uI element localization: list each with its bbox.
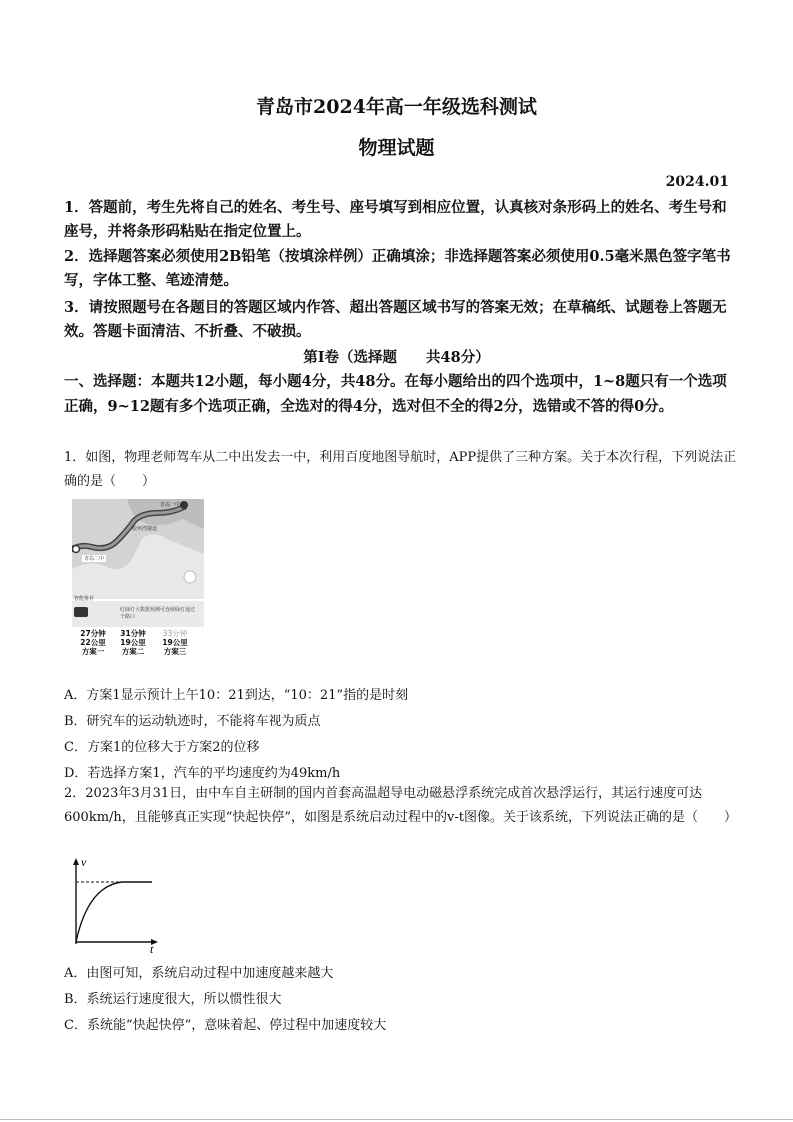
section-title: 第I卷（选择题 共48分） [303,349,490,366]
exam-title: 青岛市2024年高一年级选科测试 [256,96,537,118]
notice-2: 2．选择题答案必须使用2B铅笔（按填涂样例）正确填涂；非选择题答案必须使用0.5毫米黑色签字笔书写，字体工整、笔迹清楚。 [64,248,731,289]
question-2-option-a: A．由图可知，系统启动过程中加速度越来越大 [64,966,334,981]
map-status-text: 智能推荐 [74,596,95,602]
map-image [72,499,204,599]
route-plan-time: 27分钟 [80,629,106,638]
map-route-svg [72,499,204,599]
map-hint-sub: 个路口 [120,614,136,620]
question-1-stem: 1．如图，物理老师驾车从二中出发去一中，利用百度地图导航时，APP提供了三种方案。关于本次行程，下列说法正确的是（ ） [64,450,737,489]
v-axis-arrow-icon [73,858,79,865]
route-plan-time: 33分钟 [162,629,188,638]
question-1-option-d: D．若选择方案1，汽车的平均速度约为49km/h [64,766,341,781]
route-plan-3 [154,629,196,656]
route-plan-2 [112,629,154,656]
notice-1: 1．答题前，考生先将自己的姓名、考生号、座号填写到相应位置，认真核对条形码上的姓名、考生号和座号，并将条形码粘贴在指定位置上。 [64,199,727,240]
question-2-option-c: C．系统能“快起快停”，意味着起、停过程中加速度较大 [64,1018,387,1033]
question-1-option-b: B．研究车的运动轨迹时，不能将车视为质点 [64,714,321,729]
page-bottom-divider [0,1119,793,1120]
v-t-graph [66,856,162,954]
route-plan-name: 方案三 [163,647,187,656]
route-plan-distance: 22公里 [80,638,106,647]
question-2-stem: 2．2023年3月31日，由中车自主研制的国内首套高温超导电动磁悬浮系统完成首次悬浮运行，其运行速度可达600km/h，且能够真正实现“快起快停”，如图是系统启动过程中的v-t图像。关于该系统，下列说法正确的是（ ） [64,786,738,825]
route-plan-name: 方案二 [121,647,145,656]
question-2-option-b: B．系统运行速度很大，所以惯性很大 [64,992,282,1007]
exam-date: 2024.01 [665,174,729,190]
exam-subject: 物理试题 [358,137,435,159]
map-hint-text: 红绿灯大数据预测可连续绿灯通过 [120,607,196,613]
notice-3: 3．请按照题号在各题目的答题区域内作答、超出答题区域书写的答案无效；在草稿纸、试题卷上答题无效。答题卡面清洁、不折叠、不破损。 [64,299,727,340]
question-1-option-a: A．方案1显示预计上午10：21到达，“10：21”指的是时刻 [64,688,409,703]
route-plan-1 [72,629,114,656]
map-route-label: 胶州湾隧道 [132,526,158,532]
t-axis-label: t [150,942,154,954]
velocity-curve [76,882,152,942]
map-hint-row [72,596,204,627]
navigation-map-figure [72,499,204,661]
route-plan-name: 方案一 [81,647,105,656]
route-plan-distance: 19公里 [162,638,188,647]
map-start-label: 青岛二中 [84,556,105,562]
traffic-light-icon [74,607,88,617]
map-destination-label: 青岛一中 [160,502,181,508]
part-one-intro: 一、选择题：本题共12小题，每小题4分，共48分。在每小题给出的四个选项中，1~8题只有一个选项正确，9~12题有多个选项正确，全选对的得4分，选对但不全的得2分，选错或不答的得0分。 [64,373,727,415]
route-plan-distance: 19公里 [120,638,146,647]
v-axis-label: v [81,856,87,869]
question-1-option-c: C．方案1的位移大于方案2的位移 [64,740,260,755]
route-plan-time: 31分钟 [120,629,146,638]
